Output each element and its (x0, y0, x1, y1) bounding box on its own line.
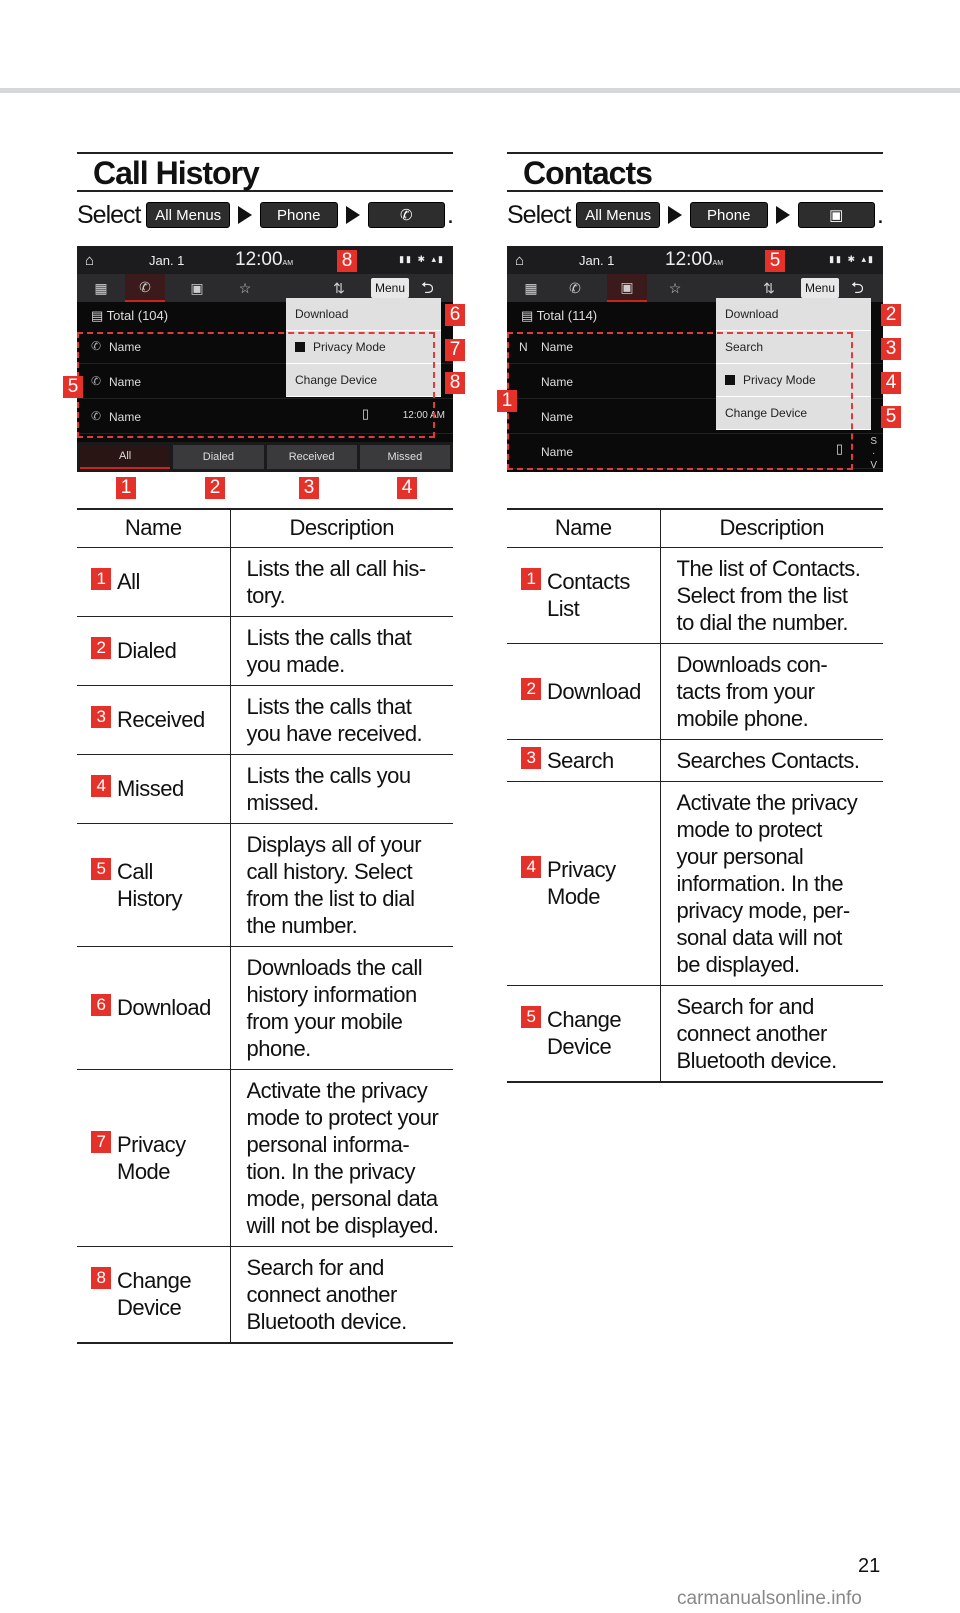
menu-item-privacy-mode[interactable]: Privacy Mode (286, 331, 441, 364)
callout-number: 5 (91, 858, 111, 880)
table-row (507, 739, 883, 781)
name-cell (77, 754, 230, 823)
contacts-screen (501, 246, 897, 472)
table-row (77, 754, 453, 823)
call-history-tab-icon[interactable]: ✆ (569, 279, 581, 296)
callout-number: 4 (521, 856, 541, 878)
status-bar (507, 246, 883, 274)
home-icon[interactable]: ⌂ (515, 252, 525, 269)
item-name: Missed (117, 776, 184, 801)
callout-badge: 8 (337, 250, 357, 272)
call-history-tab-icon[interactable]: ✆ (125, 274, 165, 302)
arrow-right-icon (238, 206, 252, 224)
item-description: Displays all of your call history. Select from the list to dial the number. (230, 823, 453, 946)
menu-item-download[interactable]: Download (716, 298, 871, 331)
table-header-description: Description (660, 509, 883, 547)
item-description: Downloads the call history information from your mobile phone. (230, 946, 453, 1069)
call-icon: ✆ (91, 374, 102, 388)
callout-badge: 6 (445, 304, 465, 326)
arrow-right-icon (346, 206, 360, 224)
item-name: Change Device (117, 1268, 192, 1320)
callout-badge: 1 (116, 477, 136, 499)
section-title: Contacts (507, 152, 883, 192)
select-path (507, 198, 883, 232)
callout-badge: 5 (765, 250, 785, 272)
table-row (507, 643, 883, 739)
contacts-table (507, 508, 883, 1083)
page-number: 21 (858, 1555, 881, 1577)
list-item[interactable]: Name ▯ (507, 435, 883, 469)
status-date: Jan. 1 (149, 253, 185, 268)
call-icon: ✆ (91, 409, 102, 423)
status-icons: ▮▮ ✱ ▴▮ (399, 254, 445, 264)
favorites-icon[interactable]: ☆ (238, 279, 252, 296)
callout-number: 1 (521, 568, 541, 590)
item-name: Change Device (547, 1007, 622, 1059)
item-description: Lists the calls that you made. (230, 616, 453, 685)
callout-number: 7 (91, 1131, 111, 1153)
menu-item-download[interactable]: Download (286, 298, 441, 331)
callout-badge: 1 (497, 390, 517, 412)
callout-number: 5 (521, 1006, 541, 1028)
table-row (77, 1246, 453, 1343)
name-cell (507, 985, 660, 1082)
status-icons: ▮▮ ✱ ▴▮ (829, 254, 875, 264)
call-time: 12:00 AM (402, 410, 445, 421)
select-label: Select (507, 200, 571, 229)
contacts-list-highlight (507, 332, 853, 470)
item-name: All (117, 569, 140, 594)
back-icon[interactable]: ⮌ (851, 280, 864, 297)
item-description: Searches Contacts. (660, 739, 883, 781)
item-description: Activate the privacy mode to protect your personal informa- tion. In the privacy mode, personal data will not be displayed. (230, 1069, 453, 1246)
mobile-icon: ▯ (835, 441, 843, 456)
item-name: Download (117, 995, 211, 1020)
item-name: Received (117, 707, 205, 732)
table-row (77, 685, 453, 754)
table-row (77, 946, 453, 1069)
all-menus-button[interactable]: All Menus (146, 202, 229, 228)
list-item[interactable]: Name (507, 400, 883, 434)
callout-badge: 3 (299, 477, 319, 499)
item-name: Privacy Mode (547, 857, 616, 909)
index-letter: N (519, 340, 528, 354)
name-cell (507, 739, 660, 781)
name-cell (77, 616, 230, 685)
phone-button[interactable]: Phone (690, 202, 768, 228)
callout-number: 2 (91, 637, 111, 659)
list-item[interactable]: Name (507, 330, 883, 364)
name-cell (77, 823, 230, 946)
total-count: ▤ Total (104) (91, 308, 169, 323)
list-item[interactable]: ✆ Name ▯ 12:00 AM (77, 400, 453, 434)
table-row (77, 823, 453, 946)
phone-button[interactable]: Phone (260, 202, 338, 228)
call-filter-tabs (77, 442, 453, 472)
item-description: Search for and connect another Bluetooth device. (660, 985, 883, 1082)
mobile-icon: ▯ (361, 406, 369, 421)
call-icon: ✆ (91, 339, 102, 353)
callout-number: 8 (91, 1267, 111, 1289)
call-history-highlight (77, 332, 435, 438)
contacts-tab-icon[interactable]: ▣ (190, 279, 204, 296)
contacts-icon[interactable]: ▣ (798, 202, 876, 228)
name-cell (77, 1246, 230, 1343)
table-header-name: Name (77, 509, 230, 547)
menu-button[interactable]: Menu (371, 278, 409, 298)
period: . (447, 200, 453, 229)
callout-badge: 7 (445, 339, 465, 361)
tab-received[interactable]: Received (267, 445, 357, 469)
name-cell (507, 781, 660, 985)
watermark: carmanualsonline.info (677, 1588, 862, 1609)
home-icon[interactable]: ⌂ (85, 252, 95, 269)
total-count: ▤ Total (114) (521, 308, 598, 323)
tab-missed[interactable]: Missed (360, 445, 450, 469)
favorites-icon[interactable]: ☆ (668, 279, 682, 296)
item-description: The list of Contacts. Select from the list to dial the number. (660, 547, 883, 643)
table-row (77, 547, 453, 616)
call-history-icon[interactable]: ✆ (368, 202, 446, 228)
item-description: Lists the calls that you have received. (230, 685, 453, 754)
select-path (77, 198, 453, 232)
callout-badge: 2 (205, 477, 225, 499)
back-icon[interactable]: ⮌ (421, 280, 434, 297)
status-bar (77, 246, 453, 274)
item-name: Download (547, 678, 641, 704)
callout-badge: 8 (445, 372, 465, 394)
call-history-table (77, 508, 453, 1344)
table-header-description: Description (230, 509, 453, 547)
period: . (877, 200, 883, 229)
contacts-section (501, 152, 897, 1083)
callout-badge: 2 (881, 304, 901, 326)
tab-all[interactable]: All (80, 445, 170, 469)
status-time: 12:00AM (235, 249, 294, 270)
name-cell (77, 547, 230, 616)
item-name: Contacts List (547, 569, 630, 621)
item-description: Lists the all call his- tory. (230, 547, 453, 616)
tab-dialed[interactable]: Dialed (173, 445, 263, 469)
callout-number: 3 (521, 747, 541, 769)
menu-item-privacy-mode[interactable]: Privacy Mode (716, 364, 871, 397)
menu-item-search[interactable]: Search (716, 331, 871, 364)
item-name: Search (547, 747, 614, 773)
table-row (507, 985, 883, 1082)
callout-badge: 4 (397, 477, 417, 499)
status-date: Jan. 1 (579, 253, 615, 268)
item-name: Privacy Mode (117, 1131, 186, 1184)
menu-item-change-device[interactable]: Change Device (716, 397, 871, 430)
name-cell (77, 1069, 230, 1246)
list-item[interactable]: ✆ Name (77, 330, 453, 364)
page-top-rule (0, 88, 960, 93)
callout-number: 3 (91, 706, 111, 728)
callout-number: 1 (91, 568, 111, 590)
all-menus-button[interactable]: All Menus (576, 202, 659, 228)
list-item[interactable]: Name (507, 365, 883, 399)
table-row (77, 1069, 453, 1246)
status-time: 12:00AM (665, 249, 724, 270)
item-name: Dialed (117, 638, 177, 663)
name-cell (77, 946, 230, 1069)
item-name: Call History (117, 858, 182, 911)
dial-pad-icon[interactable]: ▦ (94, 279, 108, 296)
callout-badge: 5 (881, 406, 901, 428)
contacts-tab-icon[interactable]: ▣ (607, 274, 647, 302)
callout-number: 4 (91, 775, 111, 797)
callout-badge: 5 (63, 376, 83, 398)
callout-number: 6 (91, 994, 111, 1016)
call-history-section (67, 152, 461, 1344)
bluetooth-switch-icon[interactable]: ⇅ (333, 279, 345, 296)
item-description: Downloads con- tacts from your mobile phone. (660, 643, 883, 739)
bluetooth-switch-icon[interactable]: ⇅ (763, 279, 775, 296)
select-label: Select (77, 200, 141, 229)
table-row (507, 547, 883, 643)
table-row (77, 616, 453, 685)
item-description: Lists the calls you missed. (230, 754, 453, 823)
name-cell (77, 685, 230, 754)
name-cell (507, 643, 660, 739)
callout-badge: 4 (881, 372, 901, 394)
arrow-right-icon (776, 206, 790, 224)
item-description: Search for and connect another Bluetooth device. (230, 1246, 453, 1343)
menu-button[interactable]: Menu (801, 278, 839, 298)
table-row (507, 781, 883, 985)
alphabet-index[interactable]: S · V (870, 436, 877, 471)
arrow-right-icon (668, 206, 682, 224)
menu-item-change-device[interactable]: Change Device (286, 364, 441, 397)
callout-number: 2 (521, 678, 541, 700)
list-item[interactable]: ✆ Name (77, 365, 453, 399)
name-cell (507, 547, 660, 643)
call-history-screen (67, 246, 461, 498)
item-description: Activate the privacy mode to protect your personal information. In the privacy mode, per- sonal data will not be displayed. (660, 781, 883, 985)
dial-pad-icon[interactable]: ▦ (524, 279, 538, 296)
callout-badge: 3 (881, 338, 901, 360)
section-title: Call History (77, 152, 453, 192)
table-header-name: Name (507, 509, 660, 547)
